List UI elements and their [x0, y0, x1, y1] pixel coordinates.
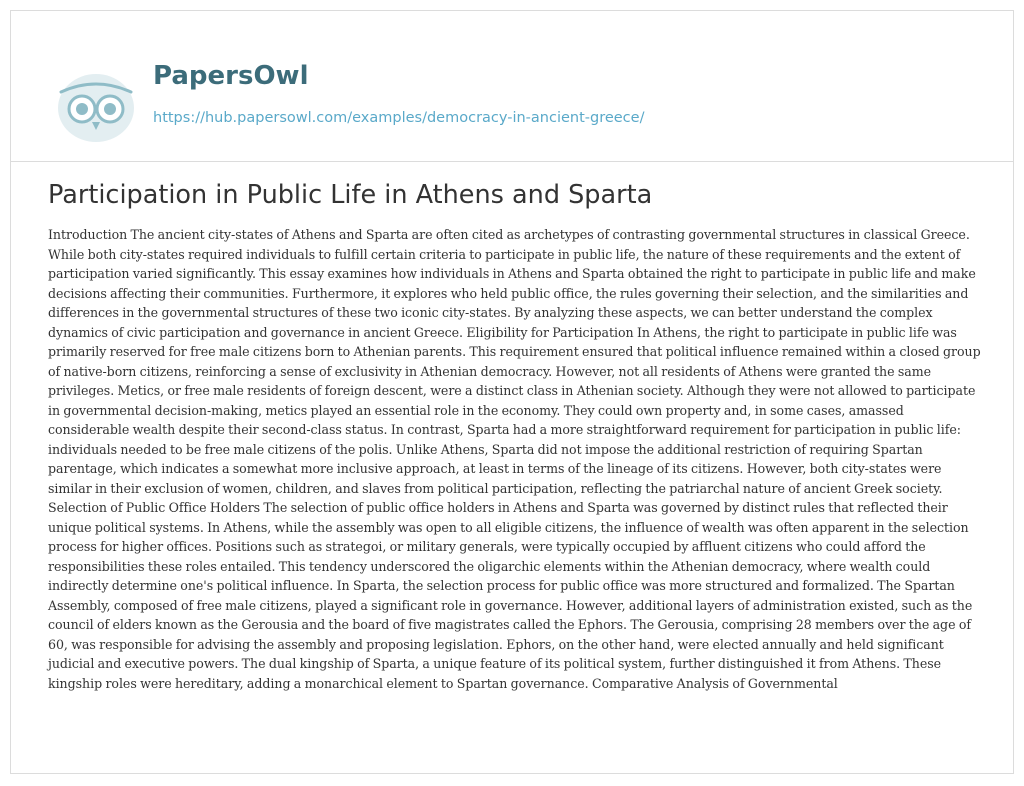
document-page: [10, 10, 1014, 774]
document-body-text: Introduction The ancient city-states of Athens and Sparta are often cited as archetypes of contrasting governmental structures in classical Greece. While both city-states required individuals to fulfill certain criteria to participate in public life, the nature of these requirements and the extent of participation varied significantly. This essay examines how individuals in Athens and Sparta obtained the right to participate in public life and make decisions affecting their communities. Furthermore, it explores who held public office, the rules governing their selection, and the similarities and differences in the governmental structures of these two iconic city-states. By analyzing these aspects, we can better understand the complex dynamics of civic participation and governance in ancient Greece. Eligibility for Participation In Athens, the right to participate in public life was primarily reserved for free male citizens born to Athenian parents. This requirement ensured that political influence remained within a closed group of native-born citizens, reinforcing a sense of exclusivity in Athenian democracy. However, not all residents of Athens were granted the same privileges. Metics, or free male residents of foreign descent, were a distinct class in Athenian society. Although they were not allowed to participate in governmental decision-making, metics played an essential role in the economy. They could own property and, in some cases, amassed considerable wealth despite their second-class status. In contrast, Sparta had a more straightforward requirement for participation in public life: individuals needed to be free male citizens of the polis. Unlike Athens, Sparta did not impose the additional restriction of requiring Spartan parentage, which indicates a somewhat more inclusive approach, at least in terms of the lineage of its citizens. However, both city-states were similar in their exclusion of women, children, and slaves from political participation, reflecting the patriarchal nature of ancient Greek society. Selection of Public Office Holders The selection of public office holders in Athens and Sparta was governed by distinct rules that reflected their unique political systems. In Athens, while the assembly was open to all eligible citizens, the influence of wealth was often apparent in the selection process for higher offices. Positions such as strategoi, or military generals, were typically occupied by affluent citizens who could afford the responsibilities these roles entailed. This tendency underscored the oligarchic elements within the Athenian democracy, where wealth could indirectly determine one's political influence. In Sparta, the selection process for public office was more structured and formalized. The Spartan Assembly, composed of free male citizens, played a significant role in governance. However, additional layers of administration existed, such as the council of elders known as the Gerousia and the board of five magistrates called the Ephors. The Gerousia, comprising 28 members over the age of 60, was responsible for advising the assembly and proposing legislation. Ephors, on the other hand, were elected annually and held significant judicial and executive powers. The dual kingship of Sparta, a unique feature of its political system, further distinguished it from Athens. These kingship roles were hereditary, adding a monarchical element to Spartan governance. Comparative Analysis of Governmental: [48, 227, 981, 691]
page-header: [11, 11, 1013, 162]
document-title: Participation in Public Life in Athens and Sparta: [48, 180, 653, 210]
brand-name: PapersOwl: [153, 61, 309, 91]
owl-logo-icon: [49, 56, 147, 154]
source-url-link[interactable]: https://hub.papersowl.com/examples/democracy-in-ancient-greece/: [153, 110, 645, 126]
